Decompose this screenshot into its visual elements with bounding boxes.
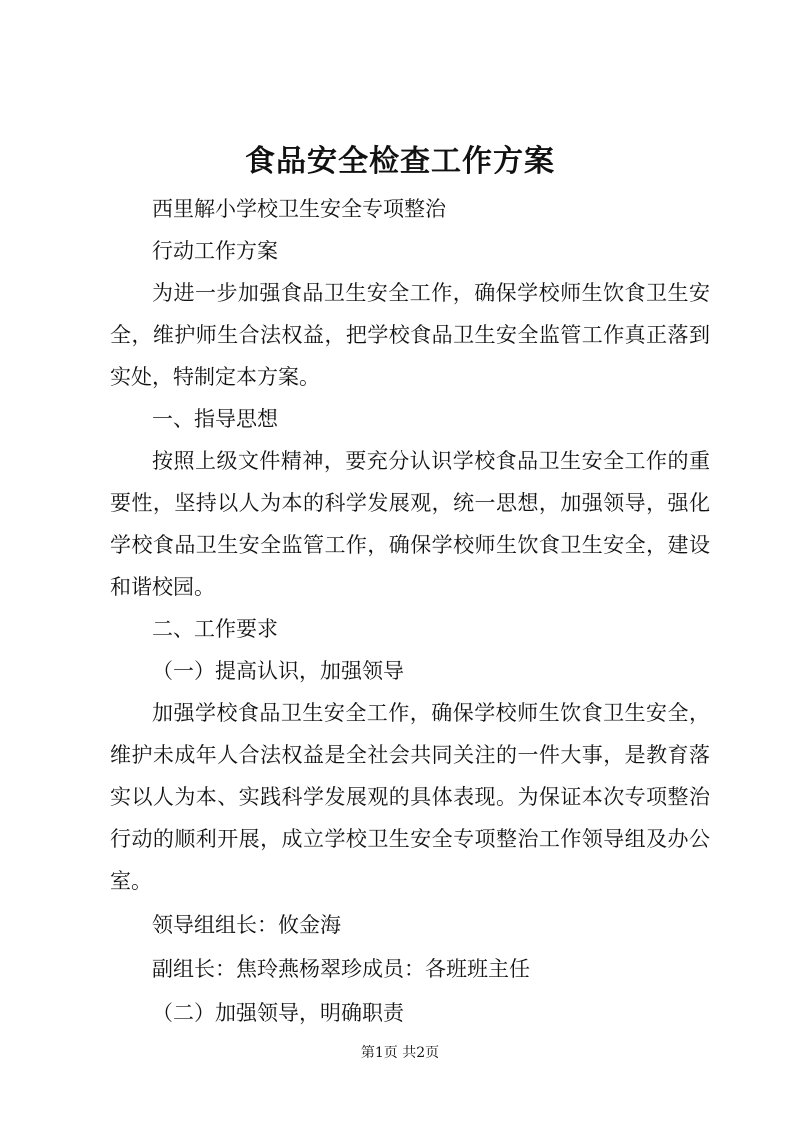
document-title: 食品安全检查工作方案 (245, 144, 555, 179)
paragraph-line: 为进一步加强食品卫生安全工作，确保学校师生饮食卫生安 (152, 281, 710, 305)
page-footer: 第1页 共2页 (360, 1045, 440, 1061)
subtitle-line-2: 行动工作方案 (152, 239, 278, 263)
paragraph-line: 全，维护师生合法权益，把学校食品卫生安全监管工作真正落到 (110, 323, 710, 347)
paragraph-line: 和谐校园。 (110, 575, 215, 599)
paragraph-line: 加强学校食品卫生安全工作，确保学校师生饮食卫生安全， (152, 701, 710, 725)
document-body (110, 188, 710, 1034)
members-line: 副组长：焦玲燕杨翠珍成员：各班班主任 (152, 957, 530, 981)
subsection-heading: （二）加强领导，明确职责 (152, 1001, 404, 1025)
paragraph-line: 学校食品卫生安全监管工作，确保学校师生饮食卫生安全，建设 (110, 533, 710, 557)
leader-line: 领导组组长：攸金海 (152, 913, 341, 937)
subsection-heading: （一）提高认识，加强领导 (152, 659, 404, 683)
paragraph-line: 要性，坚持以人为本的科学发展观，统一思想，加强领导，强化 (110, 491, 710, 515)
paragraph-line: 实处，特制定本方案。 (110, 365, 320, 389)
section-heading: 一、指导思想 (152, 407, 278, 431)
paragraph-line: 实以人为本、实践科学发展观的具体表现。为保证本次专项整治 (110, 785, 710, 809)
section-heading: 二、工作要求 (152, 617, 278, 641)
paragraph-line: 行动的顺利开展，成立学校卫生安全专项整治工作领导组及办公 (110, 827, 710, 851)
paragraph-line: 维护未成年人合法权益是全社会共同关注的一件大事，是教育落 (110, 743, 710, 767)
subtitle-line-1: 西里解小学校卫生安全专项整治 (152, 197, 446, 221)
paragraph-line: 按照上级文件精神，要充分认识学校食品卫生安全工作的重 (152, 449, 710, 473)
paragraph-line: 室。 (110, 869, 152, 893)
